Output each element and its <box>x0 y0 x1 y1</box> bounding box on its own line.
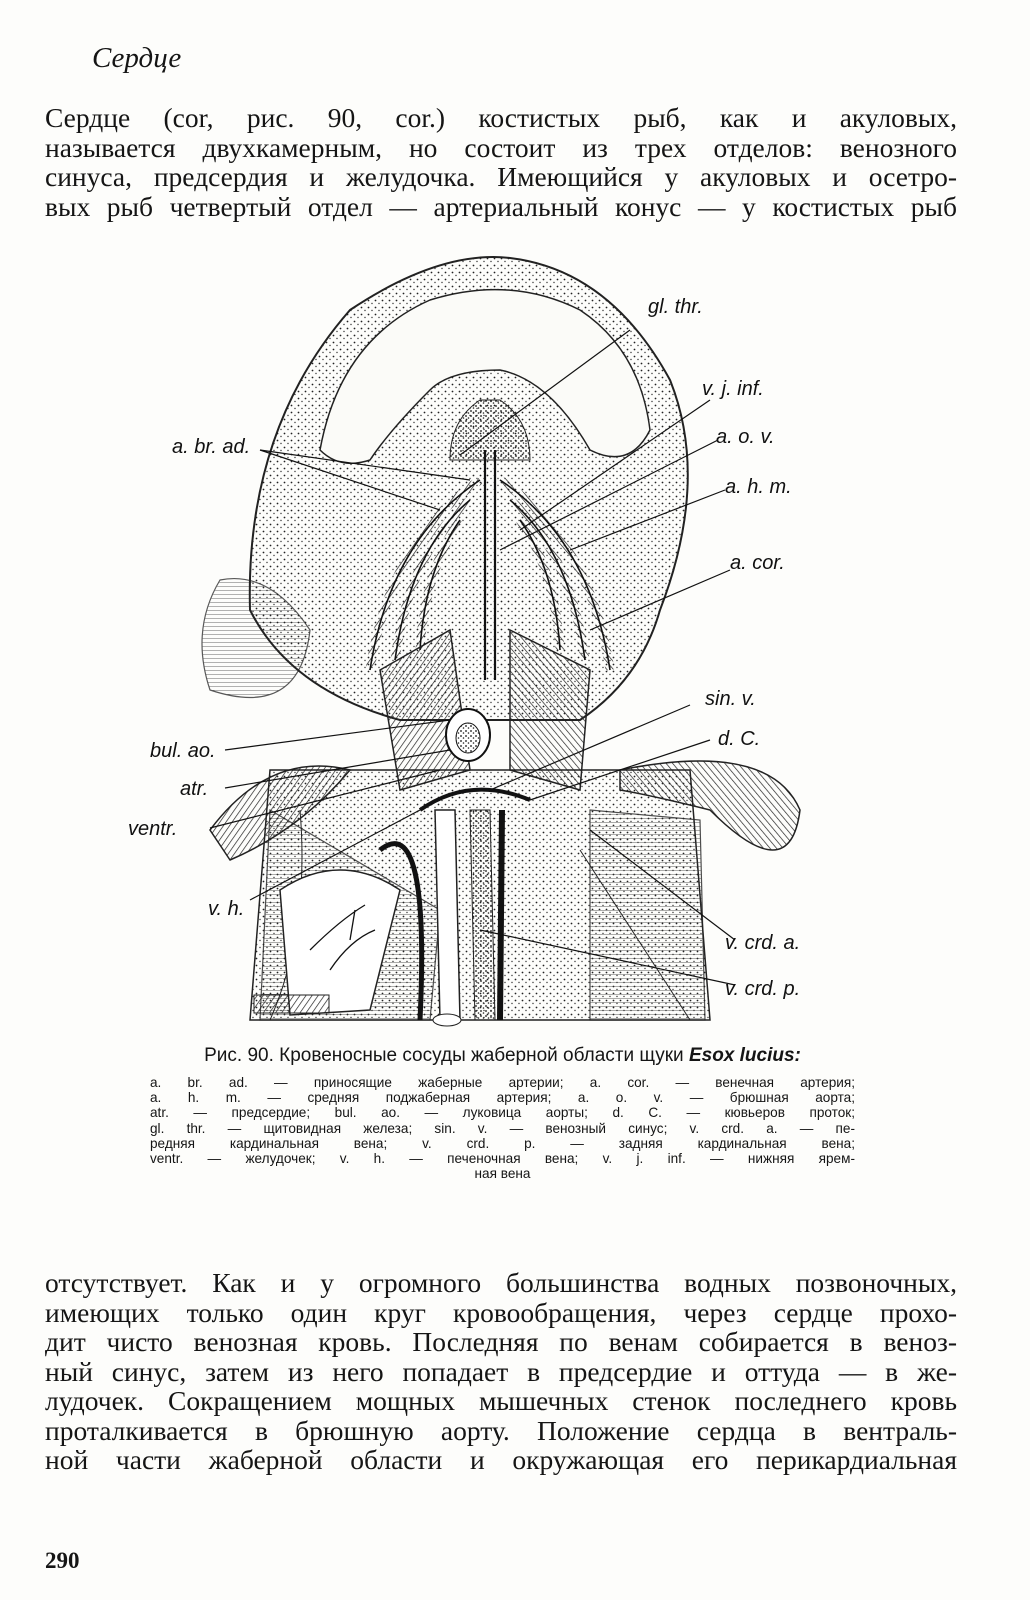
label-a-br-ad: a. br. ad. <box>172 436 251 458</box>
paragraph-line: дит чисто венозная кровь. Последняя по венам собирается в веноз- <box>45 1326 957 1357</box>
legend-line: редняя кардинальная вена; v. crd. p. — задняя кардинальная вена; <box>150 1135 855 1151</box>
label-a-h-m: a. h. m. <box>725 476 792 498</box>
caption-legend <box>150 1075 855 1181</box>
paragraph-line: проталкивается в брюшную аорту. Положение сердца в вентраль- <box>45 1414 957 1446</box>
paragraph-line: имеющих только один круг кровообращения, через сердце прохо- <box>45 1296 957 1328</box>
paragraph-line: ной части жаберной области и окружающая его перикардиальная <box>45 1444 957 1475</box>
page-number: 290 <box>45 1548 80 1573</box>
label-gl-thr: gl. thr. <box>648 296 703 318</box>
label-v-j-inf: v. j. inf. <box>702 378 764 400</box>
paragraph-line: называется двухкамерным, но состоит из трех отделов: венозного <box>45 131 957 163</box>
paragraph-line: лудочек. Сокращением мощных мышечных стенок последнего кровь <box>45 1385 957 1416</box>
caption-title <box>150 1045 855 1067</box>
legend-line: ная вена <box>474 1166 531 1182</box>
paragraph-line: отсутствует. Как и у огромного большинства водных позвоночных, <box>45 1267 957 1298</box>
legend-line: a. h. m. — средняя поджаберная артерия; a. o. v. — брюшная аорта; <box>150 1090 855 1106</box>
paragraph-line: ный синус, затем из него попадает в предсердие и оттуда — в же- <box>45 1355 957 1387</box>
label-atr: atr. <box>180 778 209 800</box>
caption-title-text: Рис. 90. Кровеносные сосуды жаберной области щуки <box>204 1045 684 1066</box>
label-v-crd-p: v. crd. p. <box>725 978 801 1000</box>
section-title: Сердце <box>92 42 182 74</box>
anatomical-figure <box>128 250 880 1030</box>
label-a-cor: a. cor. <box>730 552 785 574</box>
label-ventr: ventr. <box>128 818 178 840</box>
paragraph-line: вых рыб четвертый отдел — артериальный конус — у костистых рыб <box>45 190 957 222</box>
paragraph-1 <box>45 103 957 221</box>
paragraph-line: Сердце (cor, рис. 90, cor.) костистых рыб, как и акуловых, <box>45 102 957 133</box>
label-a-o-v: a. o. v. <box>716 426 775 448</box>
legend-line: a. br. ad. — приносящие жаберные артерии; a. cor. — венечная артерия; <box>150 1075 855 1090</box>
label-sin-v: sin. v. <box>705 688 756 710</box>
label-d-c: d. C. <box>718 728 761 750</box>
fish-gill-illustration <box>150 250 880 1030</box>
figure-caption <box>150 1045 855 1181</box>
paragraph-2 <box>45 1268 957 1475</box>
label-bul-ao: bul. ao. <box>150 740 216 762</box>
legend-line: gl. thr. — щитовидная железа; sin. v. — венозный синус; v. crd. a. — пе- <box>150 1120 855 1136</box>
label-v-h: v. h. <box>208 898 245 920</box>
paragraph-line: синуса, предсердия и желудочка. Имеющийся у акуловых и осетро- <box>45 161 957 192</box>
caption-species: Esox lucius: <box>688 1045 801 1066</box>
legend-line: ventr. — желудочек; v. h. — печеночная вена; v. j. inf. — нижняя ярем- <box>150 1151 855 1167</box>
legend-line: atr. — предсердие; bul. ao. — луковица аорты; d. C. — кювьеров проток; <box>150 1105 855 1121</box>
label-v-crd-a: v. crd. a. <box>725 932 801 954</box>
